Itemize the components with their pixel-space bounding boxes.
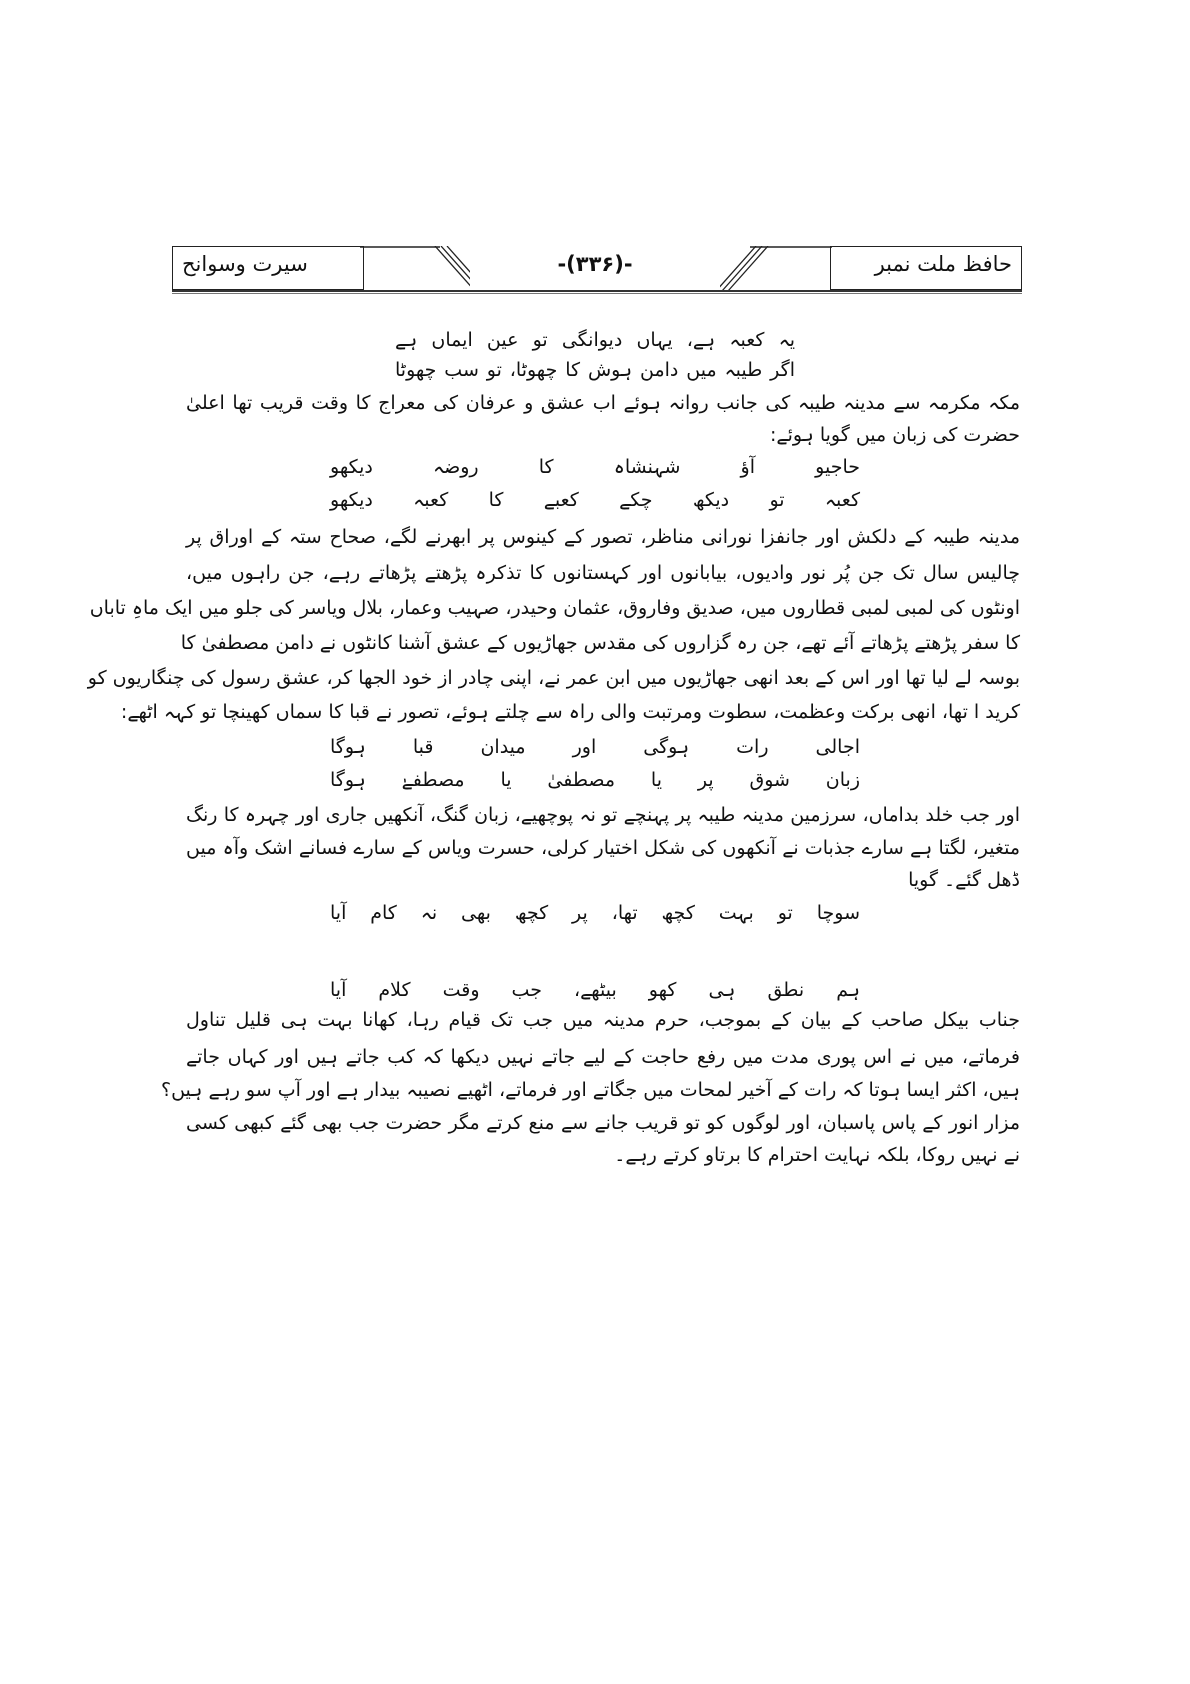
page-number: -(۳۳۶)-: [557, 252, 633, 276]
verse-line: یہ کعبہ ہے، یہاں دیوانگی تو عین ایماں ہے: [395, 329, 795, 351]
section-title: سیرت وسوانح: [182, 252, 308, 276]
header-right-diagonal-lines: [720, 246, 832, 292]
paragraph-line: اور جب خلد بداماں، سرزمین مدینہ طیبہ پر پہنچے تو نہ پوچھیے، زبان گنگ، آنکھیں جاری اور چہرہ کا رنگ: [186, 804, 1020, 826]
paragraph-line: کا سفر پڑھتے پڑھاتے آئے تھے، جن رہ گزاروں کی مقدس جھاڑیوں کے عشق آشنا کانٹوں نے دامن مصطفیٰ کا: [180, 632, 1020, 654]
verse-line: سوچا تو بہت کچھ تھا، پر کچھ بھی نہ کام آیا: [330, 902, 860, 924]
paragraph-line: فرماتے، میں نے اس پوری مدت میں رفع حاجت کے لیے جاتے نہیں دیکھا کہ کب جاتے ہیں اور کہاں جاتے: [186, 1046, 1020, 1068]
header-rule: [172, 290, 1022, 294]
verse-line: حاجیو آؤ شہنشاہ کا روضہ دیکھو: [330, 456, 860, 478]
paragraph-line: مکہ مکرمہ سے مدینہ طیبہ کی جانب روانہ ہوئے اب عشق و عرفان کی معراج کا وقت قریب تھا اعلیٰ: [186, 392, 1020, 414]
verse-line: ہم نطق ہی کھو بیٹھے، جب وقت کلام آیا: [330, 979, 860, 1001]
paragraph-line: حضرت کی زبان میں گویا ہوئے:: [770, 424, 1020, 446]
paragraph-line: جناب بیکل صاحب کے بیان کے بموجب، حرم مدینہ میں جب تک قیام رہا، کھانا بہت ہی قلیل تناول: [186, 1009, 1020, 1031]
verse-line: اجالی رات ہوگی اور میدان قبا ہوگا: [330, 736, 860, 758]
paragraph-line: ہیں، اکثر ایسا ہوتا کہ رات کے آخیر لمحات میں جگاتے اور فرماتے، اٹھیے نصیبہ بیدار ہے اور آپ سو رہے ہیں؟: [160, 1079, 1020, 1101]
verse-line: اگر طیبہ میں دامن ہوش کا چھوٹا، تو سب چھوٹا: [395, 359, 795, 381]
paragraph-line: مدینہ طیبہ کے دلکش اور جانفزا نورانی مناظر، تصور کے کینوس پر ابھرنے لگے، صحاح ستہ کے اوراق پر: [186, 526, 1020, 548]
paragraph-line: نے نہیں روکا، بلکہ نہایت احترام کا برتاو کرتے رہے۔: [614, 1144, 1020, 1166]
paragraph-line: کرید ا تھا، انھی برکت وعظمت، سطوت ومرتبت والی راہ سے چلتے ہوئے، تصور نے قبا کا سماں کھینچا تو کہہ اٹھے:: [120, 701, 1020, 723]
paragraph-line: بوسہ لے لیا تھا اور اس کے بعد انھی جھاڑیوں میں ابن عمر نے، اپنی چادر از خود الجھا کر، عشق رسول کی چنگاریوں کو: [87, 667, 1020, 689]
paragraph-line: چالیس سال تک جن پُر نور وادیوں، بیابانوں اور کہستانوں کا تذکرہ پڑھتے پڑھاتے رہے، جن راہوں میں،: [186, 562, 1020, 584]
paragraph-line: ڈھل گئے۔ گویا: [908, 869, 1020, 891]
header-left-diagonal-lines: [360, 246, 470, 292]
book-title: حافظ ملت نمبر: [874, 252, 1012, 276]
verse-line: زبان شوق پر یا مصطفیٰ یا مصطفےٰ ہوگا: [330, 769, 860, 791]
verse-line: کعبہ تو دیکھ چکے کعبے کا کعبہ دیکھو: [330, 489, 860, 511]
paragraph-line: متغیر، لگتا ہے سارے جذبات نے آنکھوں کی شکل اختیار کرلی، حسرت ویاس کے سارے فسانے اشک وآہ میں: [186, 837, 1020, 859]
paragraph-line: اونٹوں کی لمبی لمبی قطاروں میں، صدیق وفاروق، عثمان وحیدر، صہیب وعمار، بلال ویاسر کی جلو میں ایک ماہِ تاباں: [89, 597, 1020, 619]
paragraph-line: مزار انور کے پاس پاسبان، اور لوگوں کو تو قریب جانے سے منع کرتے مگر حضرت جب بھی گئے کبھی کسی: [186, 1112, 1020, 1134]
